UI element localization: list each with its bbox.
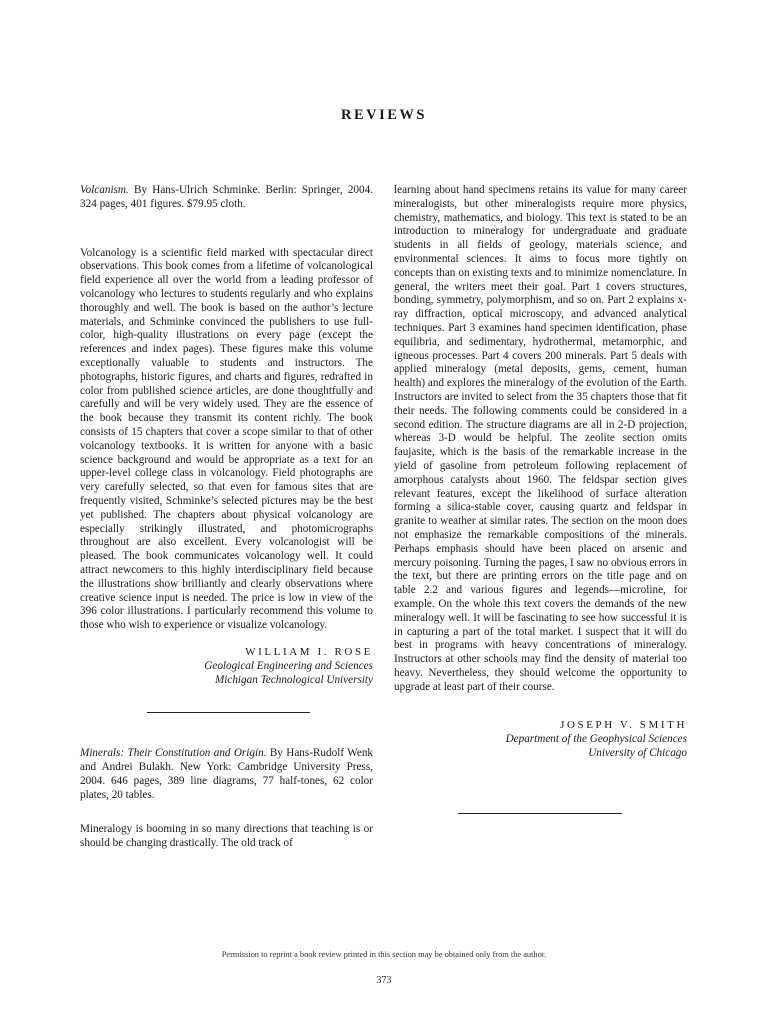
permission-notice: Permission to reprint a book review printed in this section may be obtained only from the author. <box>221 950 547 959</box>
reviewer-name: WILLIAM I. ROSE <box>245 645 373 658</box>
reviewer-university: Michigan Technological University <box>214 673 373 686</box>
reviewer-department: Geological Engineering and Sciences <box>204 659 373 672</box>
reviewer-department: Department of the Geophysical Sciences <box>505 733 687 746</box>
review-citation-volcanism <box>80 184 373 212</box>
book-title: Minerals: Their Constitution and Origin. <box>80 747 267 760</box>
book-details: By Hans-Rudolf Wenk and Andrei Bulakh. New York: Cambridge University Press, 2004. 646 pages, 389 line diagrams, 77 half-tones, 62 color plates, 20 tables. <box>80 747 374 801</box>
review-body-volcanism: Volcanology is a scientific field marked with spectacular direct observations. This book comes from a lifetime of volcanological field experience all over the world from a leading professor of volcanology who lectures to students regularly and who explains thoroughly and well. The book is based on the author’s lecture materials, and Schminke convinced the publishers to use full-color, high-quality illustrations on every page (except the references and index pages). These figures make this volume exceptionally valuable to students and instructors. The photographs, historic figures, and charts and figures, redrafted in color from published science articles, are done thoughtfully and carefully and will be very widely used. They are the essence of the book because they transmit its content richly. The book consists of 15 chapters that cover a scope similar to that of other volcanology textbooks. It is written for anyone with a basic science background and would be appropriate as a text for an upper-level college class in volcanology. Field photographs are very carefully selected, so that even for famous sites that are frequently visited, Schminke’s selected pictures may be the best yet published. The chapters about physical volcanology are especially strikingly illustrated, and photomicrographs throughout are also excellent. Every volcanologist will be pleased. The book communicates volcanology well. It could attract newcomers to this highly interdisciplinary field because the illustrations show brilliantly and clearly observations where creative science input is needed. The price is low in view of the 396 color illustrations. I particularly recommend this volume to those who wish to experience or visualize volcanology. <box>80 246 373 632</box>
review-citation-minerals <box>80 747 373 802</box>
book-details: By Hans-Ulrich Schminke. Berlin: Springer, 2004. 324 pages, 401 figures. $79.95 cloth. <box>80 184 373 210</box>
page-number: 373 <box>376 975 392 986</box>
right-column <box>394 184 687 814</box>
review-body-minerals-start: Mineralogy is booming in so many directions that teaching is or should be changing drastically. The old track of <box>80 823 373 850</box>
left-column <box>80 184 373 851</box>
reviewer-university: University of Chicago <box>588 747 687 760</box>
book-title: Volcanism. <box>80 184 129 196</box>
reviewer-name: JOSEPH V. SMITH <box>560 719 687 732</box>
review-body-minerals-continued: learning about hand specimens retains its value for many career mineralogists, but other mineralogists require more physics, chemistry, mathematics, and biology. This text is stated to be an introduction to mineralogy for undergraduate and graduate students in all fields of geology, materials science, and environmental sciences. It aims to focus more tightly on concepts than on existing texts and to minimize nomenclature. In general, the writers meet their goal. Part 1 covers structures, bonding, symmetry, polymorphism, and so on. Part 2 explains x-ray diffraction, optical microscopy, and advanced analytical techniques. Part 3 examines hand specimen identification, phase equilibria, and sedimentary, hydrothermal, metamorphic, and igneous processes. Part 4 covers 200 minerals. Part 5 deals with applied mineralogy (metal deposits, gems, cement, human health) and explores the mineralogy of the evolution of the Earth. Instructors are invited to select from the 35 chapters those that fit their needs. The following comments could be considered in a second edition. The structure diagrams are all in 2-D projection, whereas 3-D would be helpful. The zeolite section omits faujasite, which is the basis of the remarkable increase in the yield of gasoline from petroleum following replacement of amorphous catalysts about 1960. The feldspar section gives relevant features, except the likelihood of surface alteration forming a silica-stable cover, causing quartz and feldspar in granite to weather at similar rates. The section on the moon does not emphasize the remarkable compositions of the minerals. Perhaps emphasis should have been placed on arsenic and mercury poisoning. Turning the pages, I saw no obvious errors in the text, but there are printing errors on the title page and on table 2.2 and various figures and legends—microline, for example. On the whole this text covers the demands of the new mineralogy well. It will be fascinating to see how successful it is in capturing a part of the total market. I suspect that it will do best in programs with heavy concentrations of mineralogy. Instructors at other schools may find the density of material too heavy. Nevertheless, they should welcome the opportunity to upgrade at least part of their course. <box>394 184 687 693</box>
divider-rule <box>458 813 622 814</box>
section-title: REVIEWS <box>341 107 427 123</box>
